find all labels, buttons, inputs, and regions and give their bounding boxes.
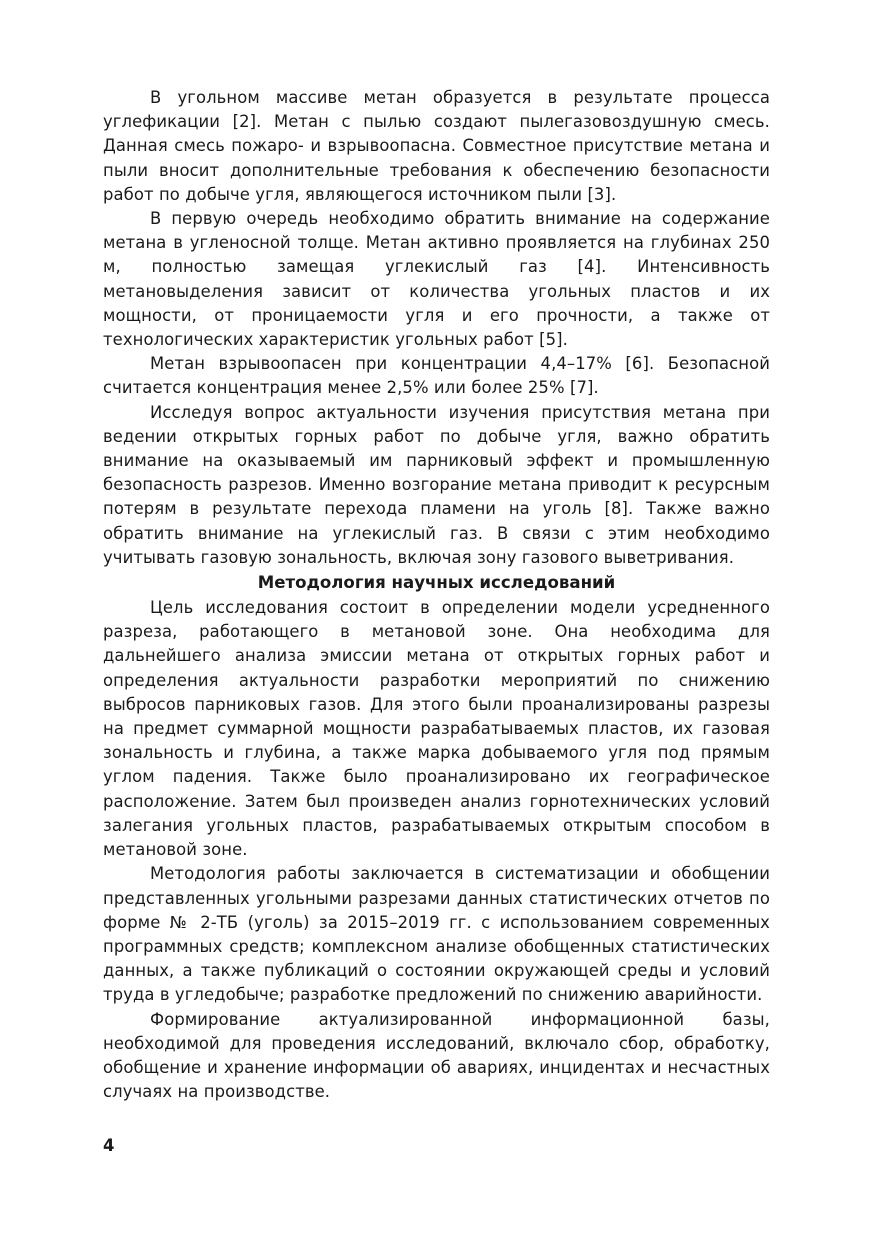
paragraph-methodology: Методология работы заключается в систематизации и обобщении представленных угольными разрезами данных статистических отчетов по форме № 2-ТБ (уголь) за 2015–2019 гг. с использованием современных программных средств; комплексном анализе обобщенных статистических данных, а также публикаций о состоянии окружающей среды и условий труда в угледобыче; разработке предложений по снижению аварийности. (103, 864, 770, 1005)
paragraph-open-pit-relevance: Исследуя вопрос актуальности изучения присутствия метана при ведении открытых горных работ по добыче угля, важно обратить внимание на оказываемый им парниковый эффект и промышленную безопасность разрезов. Именно возгорание метана приводит к ресурсным потерям в результате перехода пламени на уголь [8]. Также важно обратить внимание на углекислый газ. В связи с этим необходимо учитывать газовую зональность, включая зону газового выветривания. (103, 402, 770, 567)
page-number: 4 (103, 1136, 115, 1155)
paragraph-information-base: Формирование актуализированной информационной базы, необходимой для проведения исследований, включало сбор, обработку, обобщение и хранение информации об авариях, инцидентах и несчастных случаях на производстве. (103, 1009, 770, 1102)
paragraph-methane-content: В первую очередь необходимо обратить внимание на содержание метана в угленосной толще. Метан активно проявляется на глубинах 250 м, полностью замещая углекислый газ [4]. Интенсивность метановыделения зависит от количества угольных пластов и их мощности, от проницаемости угля и его прочности, а также от технологических характеристик угольных работ [5]. (103, 209, 770, 350)
paragraph-explosive-concentration: Метан взрывоопасен при концентрации 4,4–17% [6]. Безопасной считается концентрация менее 2,5% или более 25% [7]. (103, 354, 770, 398)
paragraph-research-goal: Цель исследования состоит в определении модели усредненного разреза, работающего в метановой зоне. Она необходима для дальнейшего анализа эмиссии метана от открытых горных работ и определения актуальности разработки мероприятий по снижению выбросов парниковых газов. Для этого были проанализированы разрезы на предмет суммарной мощности разрабатываемых пластов, их газовая зональность и глубина, а также марка добываемого угля под прямым углом падения. Также было проанализировано их географическое расположение. Затем был произведен анализ горнотехнических условий залегания угольных пластов, разрабатываемых открытым способом в метановой зоне. (103, 598, 770, 860)
page-body (103, 86, 770, 1104)
section-heading: Методология научных исследований (257, 573, 616, 593)
paragraph-methane-formation: В угольном массиве метан образуется в результате процесса углефикации [2]. Метан с пылью создают пылегазовоздушную смесь. Данная смесь пожаро- и взрывоопасна. Совместное присутствие метана и пыли вносит дополнительные требования к обеспечению безопасности работ по добыче угля, являющегося источником пыли [3]. (103, 88, 770, 204)
